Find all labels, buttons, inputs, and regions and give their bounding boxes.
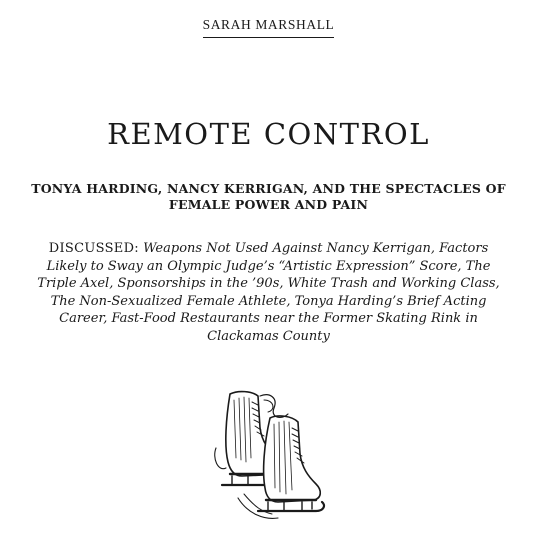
discussed-paragraph: [36, 240, 501, 346]
chapter-subtitle: TONYA HARDING, NANCY KERRIGAN, AND THE SPECTACLES OF FEMALE POWER AND PAIN: [31, 181, 506, 212]
ice-skates-icon: [208, 388, 326, 526]
author-header: [0, 17, 537, 33]
discussed-topics: Weapons Not Used Against Nancy Kerrigan, Factors Likely to Sway an Olympic Judge’s “Artistic Expression” Score, The Triple Axel, Sponsorships in the ’90s, White Trash and Working Class, The Non-Sexualized Female Athlete, Tonya Harding’s Brief Acting Career, Fast-Food Restaurants near the Former Skating Rink in Clackamas County: [37, 241, 500, 344]
chapter-title: REMOTE CONTROL: [107, 117, 430, 151]
author-name: SARAH MARSHALL: [203, 17, 335, 38]
discussed-label: DISCUSSED:: [48, 241, 139, 256]
